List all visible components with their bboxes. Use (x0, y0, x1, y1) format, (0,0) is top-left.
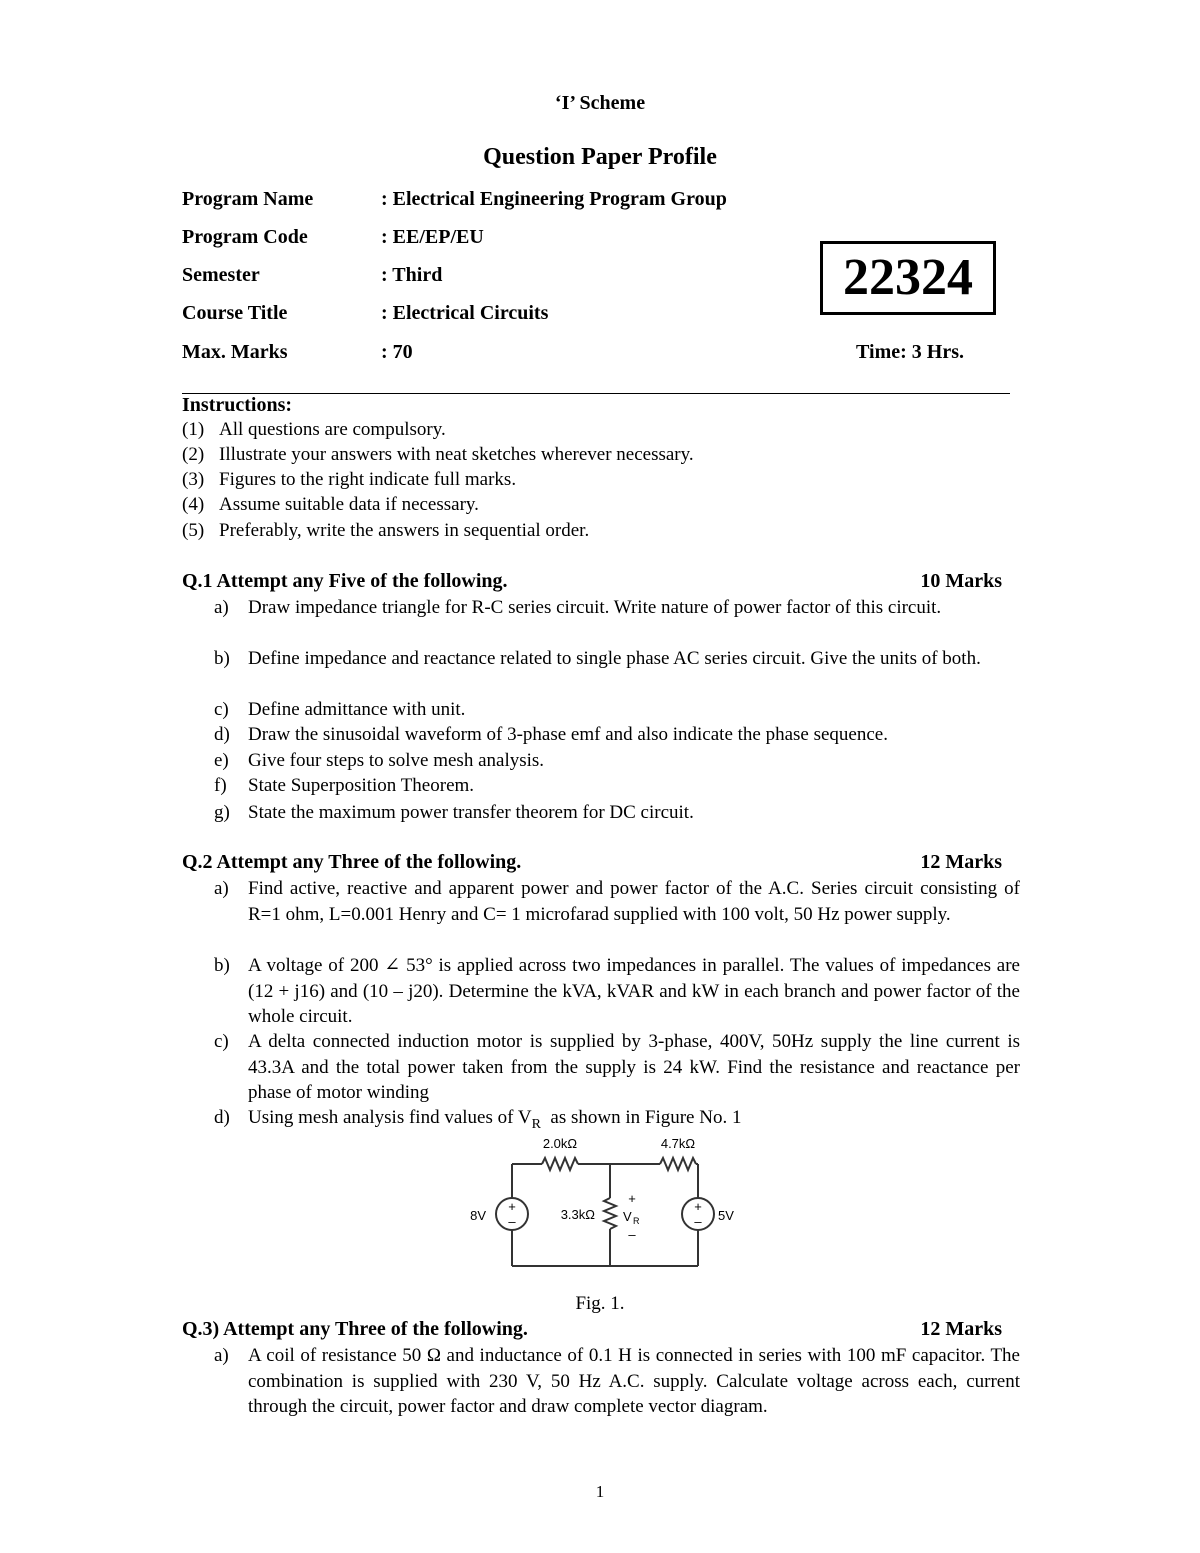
instruction-text: Preferably, write the answers in sequential order. (219, 520, 590, 541)
item-letter: c) (214, 699, 229, 720)
q3-heading (182, 1318, 1002, 1341)
q1-heading-text: Q.1 Attempt any Five of the following. (182, 570, 508, 592)
course-title-label: Course Title (182, 302, 288, 324)
program-name-label: Program Name (182, 188, 314, 210)
scheme-label: ‘I’ Scheme (554, 92, 646, 114)
item-letter: a) (214, 597, 229, 618)
instruction-item (182, 469, 516, 491)
item-letter: g) (214, 802, 230, 823)
item-letter: a) (214, 1345, 229, 1366)
item-text: Define impedance and reactance related to single phase AC series circuit. Give the units of both. (248, 648, 981, 669)
instruction-item (182, 494, 479, 516)
time-duration: Time: 3 Hrs. (856, 341, 964, 363)
item-letter: e) (214, 750, 229, 771)
r1-label: 2.0kΩ (542, 1136, 578, 1151)
item-letter: c) (214, 1031, 229, 1052)
r3-label: 3.3kΩ (560, 1207, 595, 1222)
q2-heading-text: Q.2 Attempt any Three of the following. (182, 851, 522, 873)
item-text: Give four steps to solve mesh analysis. (248, 750, 545, 771)
page-number: 1 (595, 1482, 605, 1501)
q2-marks: 12 Marks (920, 851, 1002, 873)
course-title-value: : Electrical Circuits (381, 302, 549, 324)
program-code-label: Program Code (182, 226, 308, 248)
page-title: Question Paper Profile (483, 144, 717, 170)
item-text: State Superposition Theorem. (248, 775, 475, 796)
item-letter: b) (214, 648, 230, 669)
instruction-text: All questions are compulsory. (219, 419, 446, 440)
program-code-value: : EE/EP/EU (381, 226, 484, 248)
resistor-r2 (660, 1158, 696, 1170)
item-text: A delta connected induction motor is supplied by 3-phase, 400V, 50Hz supply the line current is 43.3A and the total power taken from the supply is 24 kW. Find the resistance and reactance per phase of motor winding (248, 1031, 1020, 1103)
instruction-text: Assume suitable data if necessary. (219, 494, 479, 515)
instruction-text: Illustrate your answers with neat sketches wherever necessary. (219, 444, 694, 465)
v1-label: 8V (470, 1208, 486, 1223)
semester-label: Semester (182, 264, 260, 286)
item-letter: d) (214, 724, 230, 745)
circuit-diagram (440, 1128, 760, 1274)
instruction-number: (5) (182, 520, 205, 541)
resistor-r3 (604, 1198, 616, 1229)
item-text: Find active, reactive and apparent power and power factor of the A.C. Series circuit consisting of R=1 ohm, L=0.001 Henry and C= 1 microfarad supplied with 100 volt, 50 Hz power supply. (248, 878, 1020, 925)
q1-marks: 10 Marks (920, 570, 1002, 592)
vr-minus: – (628, 1227, 636, 1242)
header-divider (182, 393, 1010, 394)
item-subscript: R (531, 1116, 541, 1132)
vr-label: V (623, 1209, 632, 1224)
r2-label: 4.7kΩ (660, 1136, 696, 1151)
q3-heading-text: Q.3) Attempt any Three of the following. (182, 1318, 528, 1340)
program-name-value: : Electrical Engineering Program Group (381, 188, 727, 210)
paper-code-box: 22324 (820, 241, 996, 315)
resistor-r1 (542, 1158, 578, 1170)
item-letter: f) (214, 775, 227, 796)
semester-value: : Third (381, 264, 443, 286)
item-text: State the maximum power transfer theorem for DC circuit. (248, 802, 694, 823)
item-text: Draw the sinusoidal waveform of 3-phase emf and also indicate the phase sequence. (248, 724, 888, 745)
q1-heading (182, 570, 1002, 593)
q3-marks: 12 Marks (920, 1318, 1002, 1340)
item-text: A coil of resistance 50 Ω and inductance of 0.1 H is connected in series with 100 mF capacitor. The combination is supplied with 230 V, 50 Hz A.C. supply. Calculate voltage across each, current through the circuit, power factor and draw complete vector diagram. (248, 1345, 1020, 1417)
vr-subscript: R (633, 1216, 640, 1226)
item-text: Draw impedance triangle for R-C series circuit. Write nature of power factor of this circuit. (248, 597, 942, 618)
item-letter: b) (214, 955, 230, 976)
instruction-number: (4) (182, 494, 205, 515)
instruction-item (182, 520, 589, 542)
item-text: Define admittance with unit. (248, 699, 466, 720)
source2-plus: + (694, 1199, 702, 1214)
vr-plus: + (628, 1191, 636, 1206)
figure-caption: Fig. 1. (575, 1293, 625, 1314)
instruction-item (182, 419, 446, 441)
item-letter: a) (214, 878, 229, 899)
q2-heading (182, 851, 1002, 874)
source2-minus: – (694, 1214, 702, 1229)
instruction-number: (1) (182, 419, 205, 440)
instruction-number: (2) (182, 444, 205, 465)
instruction-item (182, 444, 694, 466)
source1-minus: – (508, 1214, 516, 1229)
max-marks-label: Max. Marks (182, 341, 288, 363)
instruction-number: (3) (182, 469, 205, 490)
instructions-heading: Instructions: (182, 394, 293, 416)
v2-label: 5V (718, 1208, 734, 1223)
item-text-part: Using mesh analysis find values of V (248, 1107, 532, 1128)
item-text-part: as shown in Figure No. 1 (540, 1107, 742, 1128)
item-letter: d) (214, 1107, 230, 1128)
source1-plus: + (508, 1199, 516, 1214)
instruction-text: Figures to the right indicate full marks. (219, 469, 517, 490)
item-text: A voltage of 200 ∠ 53° is applied across two impedances in parallel. The values of impedances are (12 + j16) and (10 – j20). Determine the kVA, kVAR and kW in each branch and power factor of the whole circuit. (248, 955, 1020, 1027)
max-marks-value: : 70 (381, 341, 413, 363)
